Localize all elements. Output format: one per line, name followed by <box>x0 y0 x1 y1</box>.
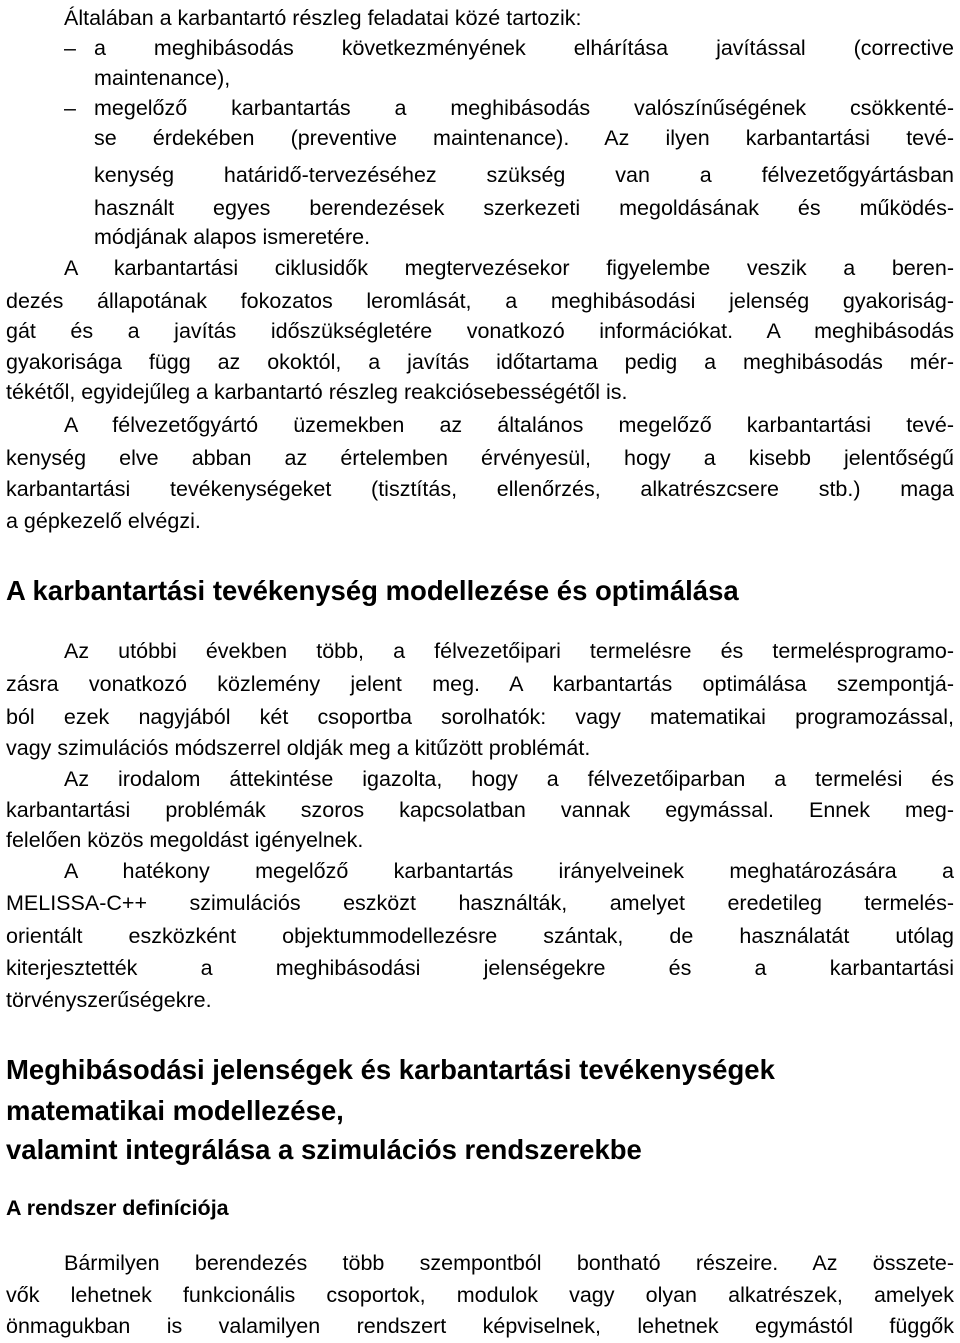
paragraph-line: vagy szimulációs módszerrel oldják meg a kitűzött problémát. <box>6 736 591 760</box>
section-heading-line-2: matematikai modellezése, <box>6 1095 344 1126</box>
paragraph-line: kiterjesztették a meghibásodási jelenségekre és a karbantartási <box>6 956 954 980</box>
bullet-dash: – <box>64 96 76 120</box>
bullet-2-line-3: kenység határidő-tervezéséhez szükség van a félvezetőgyártásban <box>94 163 954 187</box>
paragraph-line: orientált eszközként objektummodellezésre szántak, de használatát utólag <box>6 924 954 948</box>
bullet-2-line-4: használt egyes berendezések szerkezeti megoldásának és működés- <box>94 196 954 220</box>
paragraph-line: felelően közös megoldást igényelnek. <box>6 828 364 852</box>
paragraph-line: dezés állapotának fokozatos leromlását, a meghibásodási jelenség gyakoriság- <box>6 289 954 313</box>
bullet-1-line-1: a meghibásodás következményének elhárítása javítással (corrective <box>94 36 954 60</box>
paragraph-line: ból ezek nagyjából két csoportba sorolhatók: vagy matematikai programozással, <box>6 705 954 729</box>
bullet-2-line-5: módjának alapos ismeretére. <box>94 225 371 249</box>
intro-lead: Általában a karbantartó részleg feladatai közé tartozik: <box>64 6 582 30</box>
paragraph-line: A karbantartási ciklusidők megtervezésekor figyelembe veszik a beren- <box>64 256 954 280</box>
section-heading: A karbantartási tevékenység modellezése és optimálása <box>6 575 739 606</box>
subsection-heading: A rendszer definíciója <box>6 1196 229 1220</box>
paragraph-line: Az irodalom áttekintése igazolta, hogy a félvezetőiparban a termelési és <box>64 767 954 791</box>
section-heading-line-3: valamint integrálása a szimulációs rendszerekbe <box>6 1134 642 1165</box>
paragraph-line: tékétől, egyidejűleg a karbantartó részleg reakciósebességétől is. <box>6 380 628 404</box>
paragraph-line: Bármilyen berendezés több szempontból bontható részeire. Az összete- <box>64 1251 954 1275</box>
bullet-1-line-2: maintenance), <box>94 66 231 90</box>
paragraph-line: Az utóbbi években több, a félvezetőipari termelésre és termelésprogramo- <box>64 639 954 663</box>
paragraph-line: törvényszerűségekre. <box>6 988 212 1012</box>
paragraph-line: karbantartási problémák szoros kapcsolatban vannak egymással. Ennek meg- <box>6 798 954 822</box>
bullet-2-line-1: megelőző karbantartás a meghibásodás valószínűségének csökkenté- <box>94 96 954 120</box>
paragraph-line: gát és a javítás időszükségletére vonatkozó információkat. A meghibásodás <box>6 319 954 343</box>
bullet-2-line-2: se érdekében (preventive maintenance). Az ilyen karbantartási tevé- <box>94 126 954 150</box>
paragraph-line: kenység elve abban az értelemben érvényesül, hogy a kisebb jelentőségű <box>6 446 954 470</box>
paragraph-line: karbantartási tevékenységeket (tisztítás, ellenőrzés, alkatrészcsere stb.) maga <box>6 477 954 501</box>
section-heading-line-1: Meghibásodási jelenségek és karbantartási tevékenységek <box>6 1054 775 1085</box>
paragraph-line: önmagukban is valamilyen rendszert képviselnek, lehetnek egymástól függők <box>6 1314 954 1338</box>
paragraph-line: zásra vonatkozó közlemény jelent meg. A karbantartás optimálása szempontjá- <box>6 672 954 696</box>
paragraph-line: a gépkezelő elvégzi. <box>6 509 201 533</box>
paragraph-line: A hatékony megelőző karbantartás irányelveinek meghatározására a <box>64 859 954 883</box>
paragraph-line: vők lehetnek funkcionális csoportok, modulok vagy olyan alkatrészek, amelyek <box>6 1283 954 1307</box>
paragraph-line: A félvezetőgyártó üzemekben az általános megelőző karbantartási tevé- <box>64 413 954 437</box>
bullet-dash: – <box>64 36 76 60</box>
paragraph-line: MELISSA-C++ szimulációs eszközt használták, amelyet eredetileg termelés- <box>6 891 954 915</box>
paragraph-line: gyakorisága függ az okoktól, a javítás időtartama pedig a meghibásodás mér- <box>6 350 954 374</box>
